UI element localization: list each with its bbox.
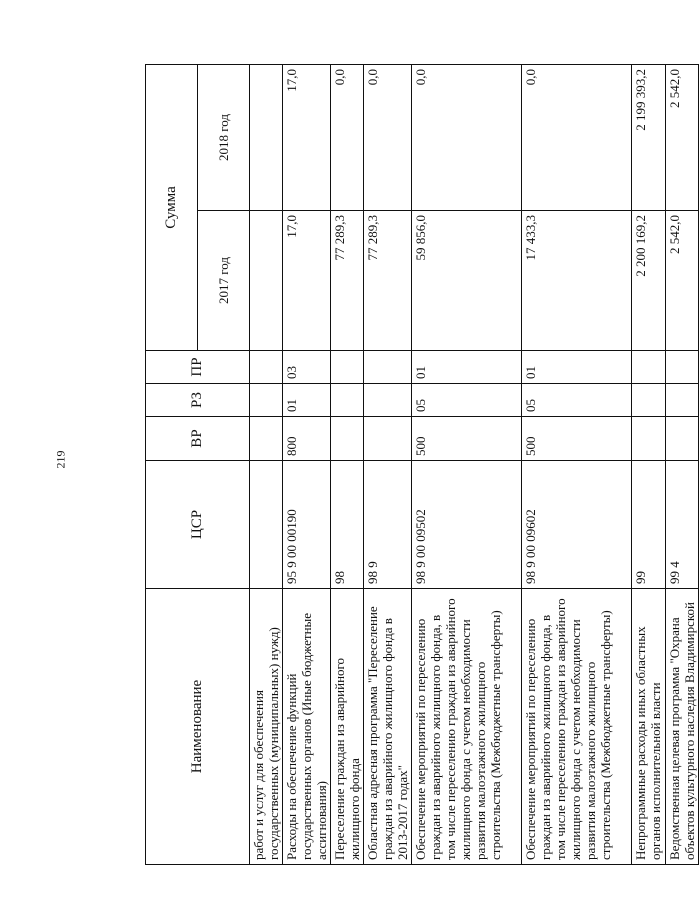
row-rz-cell: 01	[283, 384, 331, 417]
row-vr-cell: 500	[412, 417, 522, 461]
table-row	[632, 64, 666, 864]
row-csr-cell: 98	[331, 461, 364, 589]
row-csr-cell: 98 9	[364, 461, 412, 589]
header-csr: ЦСР	[146, 461, 250, 589]
table-row	[364, 64, 412, 864]
row-2018-cell: 0,0	[522, 64, 632, 210]
page-number: 219	[53, 450, 68, 469]
row-name-cell: Областная адресная программа "Переселение граждан из аварийного жилищного фонда в 2013-2017 годах"	[364, 589, 412, 865]
row-vr-cell	[364, 417, 412, 461]
row-name-cell: Ведомственная целевая программа "Охрана объектов культурного наследия Владимирской	[666, 589, 699, 865]
row-pr-cell	[331, 351, 364, 384]
row-pr-cell	[250, 351, 283, 384]
row-rz-cell	[632, 384, 666, 417]
header-2018: 2018 год	[198, 64, 250, 210]
row-2018-cell: 2 199 393,2	[632, 64, 666, 210]
row-name-cell: Обеспечение мероприятий по переселению граждан из аварийного жилищного фонда, в том числе переселению граждан из аварийного жилищного фонда с учетом необходимости развития малоэтажного жилищного строительства (Межбюджетные трансферты)	[522, 589, 632, 865]
row-2017-cell: 77 289,3	[364, 211, 412, 351]
row-pr-cell: 01	[522, 351, 632, 384]
table-body	[250, 64, 699, 864]
header-name: Наименование	[146, 589, 250, 865]
header-2017: 2017 год	[198, 211, 250, 351]
row-2018-cell: 0,0	[331, 64, 364, 210]
row-2018-cell: 0,0	[364, 64, 412, 210]
row-csr-cell: 98 9 00 09602	[522, 461, 632, 589]
table-row	[331, 64, 364, 864]
row-csr-cell: 95 9 00 00190	[283, 461, 331, 589]
header-rz: РЗ	[146, 384, 250, 417]
row-pr-cell	[632, 351, 666, 384]
row-vr-cell	[250, 417, 283, 461]
row-name-cell: Обеспечение мероприятий по переселению граждан из аварийного жилищного фонда, в том числе переселению граждан из аварийного жилищного фонда с учетом необходимости развития малоэтажного жилищного строительства (Межбюджетные трансферты)	[412, 589, 522, 865]
row-2017-cell: 17 433,3	[522, 211, 632, 351]
row-2017-cell: 2 542,0	[666, 211, 699, 351]
row-csr-cell: 99 4	[666, 461, 699, 589]
row-pr-cell: 03	[283, 351, 331, 384]
row-2017-cell	[250, 211, 283, 351]
row-pr-cell	[666, 351, 699, 384]
row-name-cell: Непрограммные расходы иных областных органов исполнительной власти	[632, 589, 666, 865]
table-row	[412, 64, 522, 864]
row-name-cell: Переселение граждан из аварийного жилищного фонда	[331, 589, 364, 865]
row-vr-cell	[666, 417, 699, 461]
row-rz-cell: 05	[522, 384, 632, 417]
row-name-cell: работ и услуг для обеспечения государственных (муниципальных) нужд)	[250, 589, 283, 865]
header-pr: ПР	[146, 351, 250, 384]
row-2017-cell: 77 289,3	[331, 211, 364, 351]
row-2018-cell	[250, 64, 283, 210]
row-rz-cell	[331, 384, 364, 417]
table-row	[522, 64, 632, 864]
row-2017-cell: 59 856,0	[412, 211, 522, 351]
table-row	[666, 64, 699, 864]
rotated-page-content	[145, 65, 697, 865]
row-2017-cell: 2 200 169,2	[632, 211, 666, 351]
row-pr-cell: 01	[412, 351, 522, 384]
header-vr: ВР	[146, 417, 250, 461]
row-csr-cell: 99	[632, 461, 666, 589]
row-vr-cell: 800	[283, 417, 331, 461]
budget-table	[145, 64, 699, 865]
row-2018-cell: 0,0	[412, 64, 522, 210]
header-sum: Сумма	[146, 64, 198, 350]
row-pr-cell	[364, 351, 412, 384]
table-row	[283, 64, 331, 864]
row-csr-cell	[250, 461, 283, 589]
row-rz-cell	[666, 384, 699, 417]
row-rz-cell	[364, 384, 412, 417]
row-2018-cell: 17,0	[283, 64, 331, 210]
table-row	[250, 64, 283, 864]
row-rz-cell	[250, 384, 283, 417]
row-name-cell: Расходы на обеспечение функций государственных органов (Иные бюджетные ассигнования)	[283, 589, 331, 865]
row-rz-cell: 05	[412, 384, 522, 417]
row-vr-cell: 500	[522, 417, 632, 461]
row-csr-cell: 98 9 00 09502	[412, 461, 522, 589]
row-2018-cell: 2 542,0	[666, 64, 699, 210]
row-vr-cell	[632, 417, 666, 461]
row-2017-cell: 17,0	[283, 211, 331, 351]
row-vr-cell	[331, 417, 364, 461]
